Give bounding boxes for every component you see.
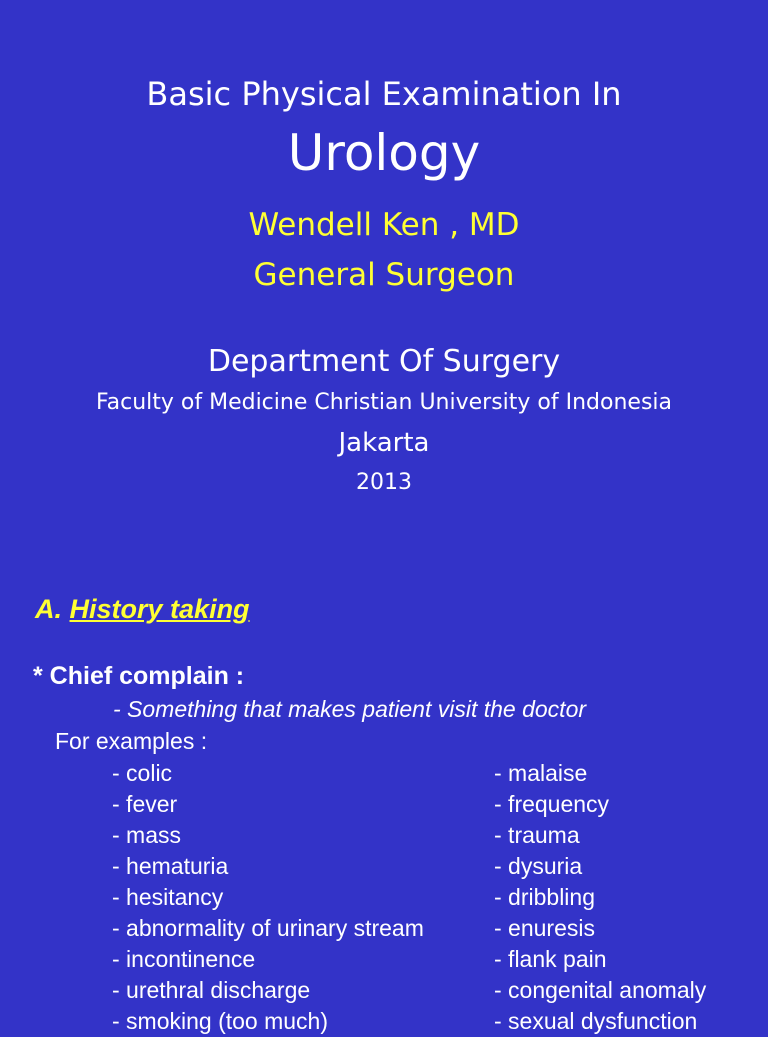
list-item: - colic: [112, 760, 173, 786]
city: Jakarta: [338, 428, 430, 458]
examples-label: For examples :: [55, 728, 208, 754]
list-item: - urethral discharge: [112, 977, 311, 1003]
author-role: General Surgeon: [253, 257, 515, 293]
list-item: - flank pain: [494, 946, 607, 972]
list-item: - enuresis: [494, 915, 595, 941]
examples-list-left: [112, 758, 424, 1037]
section-title: History taking: [69, 594, 250, 624]
list-item: - congenital anomaly: [494, 977, 707, 1003]
section-heading: [35, 594, 250, 625]
history-slide: [0, 580, 768, 1034]
department: Department Of Surgery: [207, 344, 561, 379]
list-item: - incontinence: [112, 946, 256, 972]
title-line-1: Basic Physical Examination In: [146, 75, 622, 113]
list-item: - hematuria: [112, 853, 229, 879]
list-item: - sexual dysfunction: [494, 1008, 698, 1034]
year: 2013: [356, 470, 412, 495]
faculty: Faculty of Medicine Christian University of Indonesia: [95, 390, 673, 415]
list-item: - frequency: [494, 791, 610, 817]
chief-complain-heading: * Chief complain :: [33, 662, 245, 690]
list-item: - dysuria: [494, 853, 583, 879]
list-item: - fever: [112, 791, 178, 817]
section-prefix: A.: [35, 594, 70, 624]
list-item: - smoking (too much): [112, 1008, 329, 1034]
title-line-2: Urology: [287, 124, 481, 182]
author-name: Wendell Ken , MD: [248, 207, 520, 243]
list-item: - malaise: [494, 760, 588, 786]
examples-list-right: [494, 758, 706, 1037]
list-item: - abnormality of urinary stream: [112, 915, 424, 941]
list-item: - mass: [112, 822, 181, 848]
list-item: - dribbling: [494, 884, 595, 910]
list-item: - trauma: [494, 822, 580, 848]
list-item: - hesitancy: [112, 884, 224, 910]
chief-complain-description: - Something that makes patient visit the doctor: [113, 696, 587, 722]
